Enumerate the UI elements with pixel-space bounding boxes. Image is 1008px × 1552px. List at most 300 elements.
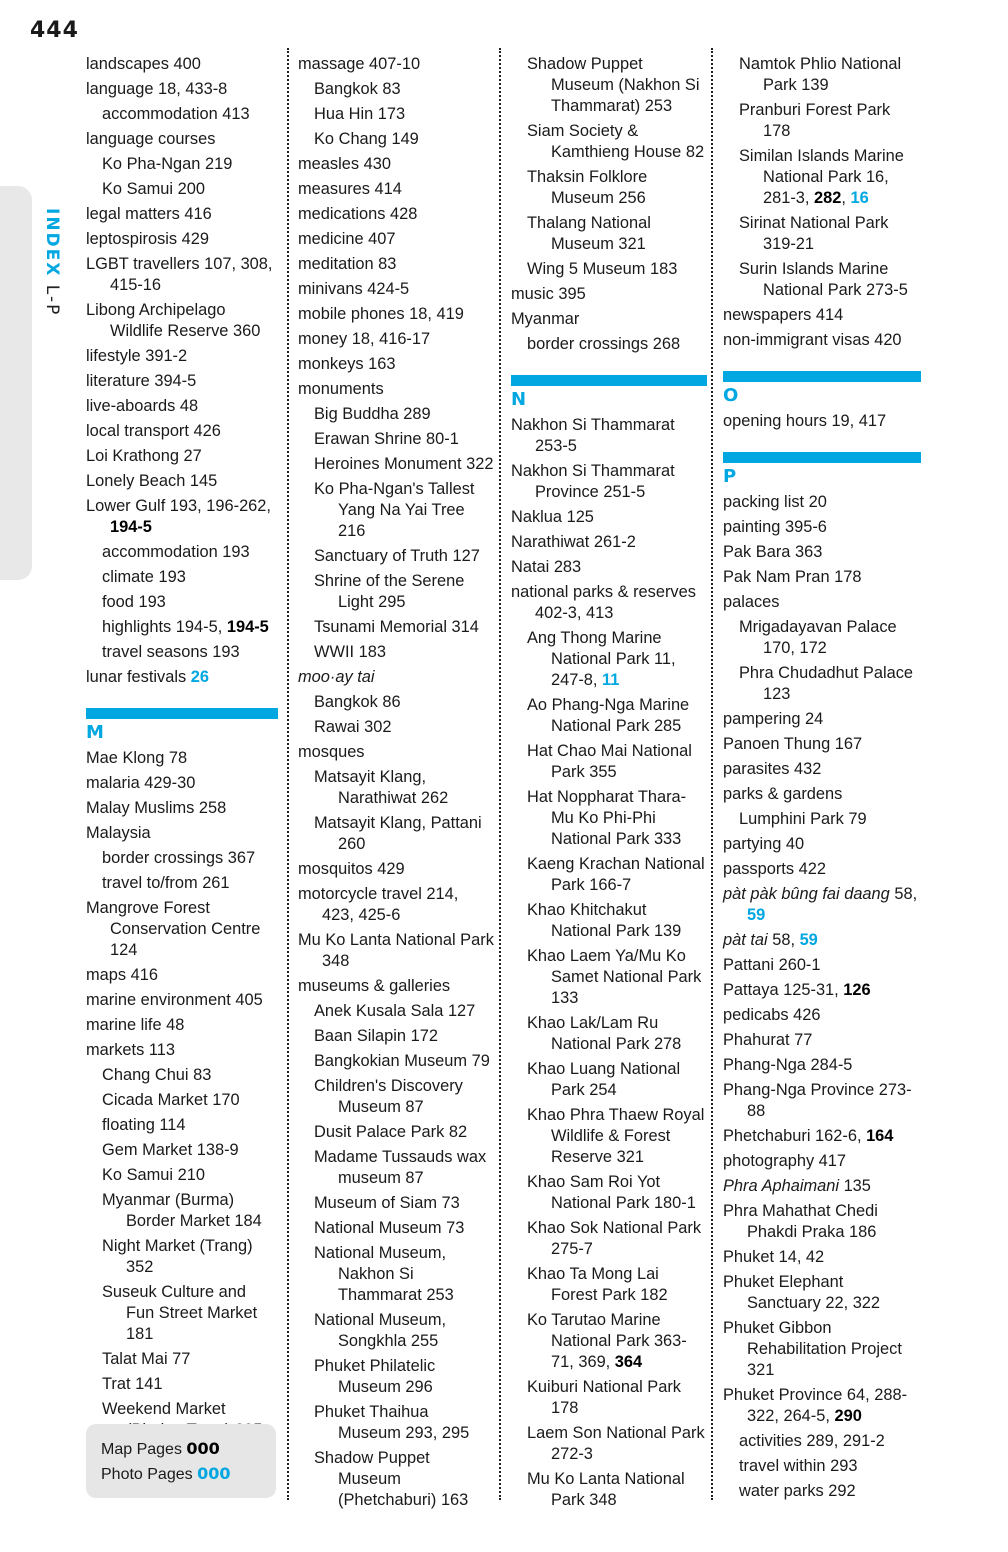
index-subentry bbox=[86, 1190, 278, 1232]
entry-text: Malaysia bbox=[86, 824, 151, 842]
entry-text: LGBT travellers 107, 308, 415-16 bbox=[86, 255, 273, 294]
column-divider bbox=[287, 48, 289, 1500]
entry-text: Night Market (Trang) 352 bbox=[102, 1237, 253, 1276]
index-subentry bbox=[511, 1172, 707, 1214]
index-entry bbox=[723, 1080, 921, 1122]
entry-text: Phuket 14, 42 bbox=[723, 1248, 825, 1266]
index-subentry bbox=[86, 104, 278, 125]
index-entry bbox=[86, 990, 278, 1011]
entry-text: legal matters 416 bbox=[86, 205, 212, 223]
index-entry bbox=[723, 305, 921, 326]
entry-text: Lower Gulf 193, 196-262, bbox=[86, 497, 271, 515]
entry-text: Anek Kusala Sala 127 bbox=[314, 1002, 476, 1020]
index-subentry bbox=[298, 1001, 494, 1022]
entry-text: Mae Klong 78 bbox=[86, 749, 188, 767]
entry-text: Lonely Beach 145 bbox=[86, 472, 218, 490]
index-entry bbox=[86, 1015, 278, 1036]
entry-text: parasites 432 bbox=[723, 760, 822, 778]
entry-text: Khao Sok National Park 275-7 bbox=[527, 1219, 702, 1258]
entry-text: WWII 183 bbox=[314, 643, 386, 661]
index-subentry bbox=[511, 1310, 707, 1373]
bold-map-page: 194-5 bbox=[110, 518, 152, 536]
entry-text: maps 416 bbox=[86, 966, 158, 984]
entry-text: Libong Archipelago Wildlife Reserve 360 bbox=[86, 301, 261, 340]
entry-text: museums & galleries bbox=[298, 977, 451, 995]
index-entry bbox=[86, 371, 278, 392]
bold-map-page: 282 bbox=[814, 189, 842, 207]
photo-page: 26 bbox=[190, 668, 209, 686]
entry-text: Mu Ko Lanta National Park 348 bbox=[298, 931, 494, 970]
side-tab-label bbox=[42, 208, 62, 316]
entry-text: Khao Ta Mong Lai Forest Park 182 bbox=[527, 1265, 668, 1304]
entry-text: National Museum, Songkhla 255 bbox=[314, 1311, 447, 1350]
entry-text: Nakhon Si Thammarat Province 251-5 bbox=[511, 462, 675, 501]
bold-map-page: 364 bbox=[614, 1353, 643, 1371]
entry-text: border crossings 268 bbox=[527, 335, 681, 353]
index-entry bbox=[723, 884, 921, 926]
index-subentry bbox=[298, 1218, 494, 1239]
index-subentry bbox=[511, 167, 707, 209]
index-subentry bbox=[298, 104, 494, 125]
index-entry bbox=[723, 734, 921, 755]
entry-text: Rawai 302 bbox=[314, 718, 392, 736]
bold-map-page: 194-5 bbox=[226, 618, 269, 636]
entry-text: Hat Chao Mai National Park 355 bbox=[527, 742, 692, 781]
entry-text: photography 417 bbox=[723, 1152, 847, 1170]
index-subentry bbox=[86, 542, 278, 563]
entry-text: travel within 293 bbox=[739, 1457, 858, 1475]
legend-photo-label: Photo Pages bbox=[101, 1466, 193, 1483]
index-subentry bbox=[511, 213, 707, 255]
entry-text: palaces bbox=[723, 593, 780, 611]
entry-text: Pak Bara 363 bbox=[723, 543, 823, 561]
index-subentry bbox=[298, 546, 494, 567]
entry-text: massage 407-10 bbox=[298, 55, 421, 73]
section-heading: P bbox=[723, 452, 921, 488]
index-entry bbox=[511, 582, 707, 624]
entry-text: measures 414 bbox=[298, 180, 402, 198]
entry-text: Gem Market 138-9 bbox=[102, 1141, 239, 1159]
entry-text: Tsunami Memorial 314 bbox=[314, 618, 479, 636]
index-subentry bbox=[298, 1122, 494, 1143]
entry-text: Ko Samui 200 bbox=[102, 180, 205, 198]
entry-text: Phra Mahathat Chedi Phakdi Praka 186 bbox=[723, 1202, 878, 1241]
entry-text: pàt pàk bûng fai daang bbox=[723, 885, 890, 903]
entry-text: Similan Islands Marine National Park 16, 281-3, bbox=[739, 147, 904, 207]
index-subentry bbox=[723, 663, 921, 705]
index-entry bbox=[723, 517, 921, 538]
index-entry bbox=[723, 411, 921, 432]
entry-text: Kuiburi National Park 178 bbox=[527, 1378, 681, 1417]
entry-text: Mangrove Forest Conservation Centre 124 bbox=[86, 899, 261, 959]
entry-text: Bangkok 83 bbox=[314, 80, 401, 98]
index-entry bbox=[723, 930, 921, 951]
entry-text: Ao Phang-Nga Marine National Park 285 bbox=[527, 696, 690, 735]
entry-text: Shadow Puppet Museum (Phetchaburi) 163 bbox=[314, 1449, 469, 1509]
legend-map-pages bbox=[101, 1439, 220, 1459]
index-subentry bbox=[298, 642, 494, 663]
index-subentry bbox=[86, 179, 278, 200]
entry-text: Madame Tussauds wax museum 87 bbox=[314, 1148, 487, 1187]
index-entry bbox=[723, 1055, 921, 1076]
index-entry bbox=[86, 823, 278, 844]
index-entry bbox=[511, 532, 707, 553]
index-entry bbox=[723, 1005, 921, 1026]
entry-text: language courses bbox=[86, 130, 216, 148]
entry-text: medications 428 bbox=[298, 205, 418, 223]
entry-text: motorcycle travel 214, 423, 425-6 bbox=[298, 885, 459, 924]
entry-pages: 58, bbox=[889, 885, 918, 903]
index-entry bbox=[298, 742, 494, 763]
entry-text: lunar festivals bbox=[86, 668, 191, 686]
entry-text: Ko Tarutao Marine National Park 363-71, 369, bbox=[527, 1311, 687, 1371]
index-entry bbox=[723, 834, 921, 855]
entry-text: Khao Luang National Park 254 bbox=[527, 1060, 681, 1099]
index-entry bbox=[511, 557, 707, 578]
entry-text: Heroines Monument 322 bbox=[314, 455, 494, 473]
index-entry bbox=[86, 496, 278, 538]
index-entry bbox=[86, 300, 278, 342]
entry-text: Pattani 260-1 bbox=[723, 956, 821, 974]
entry-text: Namtok Phlio National Park 139 bbox=[739, 55, 902, 94]
index-entry bbox=[298, 667, 494, 688]
bold-map-page: 126 bbox=[843, 981, 871, 999]
index-subentry bbox=[86, 1349, 278, 1370]
entry-text: water parks 292 bbox=[739, 1482, 856, 1500]
index-subentry bbox=[298, 692, 494, 713]
index-subentry bbox=[298, 571, 494, 613]
index-entry bbox=[298, 229, 494, 250]
index-entry bbox=[86, 748, 278, 769]
index-subentry bbox=[723, 100, 921, 142]
entry-text: mobile phones 18, 419 bbox=[298, 305, 464, 323]
entry-text: lifestyle 391-2 bbox=[86, 347, 188, 365]
entry-text: live-aboards 48 bbox=[86, 397, 199, 415]
entry-text: Children's Discovery Museum 87 bbox=[314, 1077, 463, 1116]
entry-text: monkeys 163 bbox=[298, 355, 396, 373]
entry-text: Hua Hin 173 bbox=[314, 105, 406, 123]
index-entry bbox=[86, 346, 278, 367]
bold-map-page: 290 bbox=[834, 1407, 862, 1425]
entry-text: Matsayit Klang, Pattani 260 bbox=[314, 814, 482, 853]
index-entry bbox=[298, 329, 494, 350]
index-entry bbox=[723, 709, 921, 730]
index-entry bbox=[86, 54, 278, 75]
index-entry bbox=[298, 204, 494, 225]
index-subentry bbox=[723, 617, 921, 659]
entry-text: Sirinat National Park 319-21 bbox=[739, 214, 889, 253]
entry-text: Phang-Nga 284-5 bbox=[723, 1056, 853, 1074]
entry-text: Sanctuary of Truth 127 bbox=[314, 547, 480, 565]
entry-text: Suseuk Culture and Fun Street Market 181 bbox=[102, 1283, 258, 1343]
index-entry bbox=[86, 79, 278, 100]
index-subentry bbox=[298, 617, 494, 638]
index-subentry bbox=[86, 1165, 278, 1186]
index-subentry bbox=[298, 1076, 494, 1118]
entry-text: money 18, 416-17 bbox=[298, 330, 431, 348]
index-entry bbox=[86, 898, 278, 961]
entry-text: meditation 83 bbox=[298, 255, 397, 273]
entry-text: food 193 bbox=[102, 593, 166, 611]
entry-text: Myanmar (Burma) Border Market 184 bbox=[102, 1191, 262, 1230]
index-subentry bbox=[298, 1147, 494, 1189]
entry-text: passports 422 bbox=[723, 860, 826, 878]
entry-text: Phuket Philatelic Museum 296 bbox=[314, 1357, 436, 1396]
index-subentry bbox=[723, 146, 921, 209]
index-subentry bbox=[86, 642, 278, 663]
entry-text: monuments bbox=[298, 380, 384, 398]
entry-text: Pak Nam Pran 178 bbox=[723, 568, 862, 586]
entry-text: malaria 429-30 bbox=[86, 774, 196, 792]
page-legend bbox=[86, 1424, 276, 1498]
index-subentry bbox=[511, 54, 707, 117]
index-subentry bbox=[298, 479, 494, 542]
index-subentry bbox=[86, 1236, 278, 1278]
entry-text: travel seasons 193 bbox=[102, 643, 240, 661]
index-column-3 bbox=[511, 50, 707, 1511]
index-subentry bbox=[511, 1059, 707, 1101]
index-subentry bbox=[298, 1356, 494, 1398]
section-heading: M bbox=[86, 708, 278, 744]
index-entry bbox=[723, 1385, 921, 1427]
index-entry bbox=[298, 254, 494, 275]
index-entry bbox=[723, 1272, 921, 1314]
entry-text: Panoen Thung 167 bbox=[723, 735, 863, 753]
entry-text: Pranburi Forest Park 178 bbox=[739, 101, 891, 140]
index-entry bbox=[298, 154, 494, 175]
index-entry bbox=[723, 567, 921, 588]
index-subentry bbox=[511, 1469, 707, 1511]
entry-text: marine environment 405 bbox=[86, 991, 263, 1009]
index-subentry bbox=[298, 1243, 494, 1306]
entry-text: Chang Chui 83 bbox=[102, 1066, 212, 1084]
index-entry bbox=[511, 507, 707, 528]
entry-text: newspapers 414 bbox=[723, 306, 844, 324]
index-entry bbox=[86, 129, 278, 150]
entry-text: Ko Pha-Ngan 219 bbox=[102, 155, 233, 173]
side-tab-range: L-P bbox=[42, 284, 62, 317]
index-subentry bbox=[298, 767, 494, 809]
entry-text: Khao Sam Roi Yot National Park 180-1 bbox=[527, 1173, 696, 1212]
index-entry bbox=[298, 304, 494, 325]
entry-text: Loi Krathong 27 bbox=[86, 447, 202, 465]
index-entry bbox=[86, 421, 278, 442]
entry-text: packing list 20 bbox=[723, 493, 827, 511]
entry-text: marine life 48 bbox=[86, 1016, 185, 1034]
index-entry bbox=[298, 859, 494, 880]
entry-text: markets 113 bbox=[86, 1041, 175, 1059]
index-subentry bbox=[86, 1090, 278, 1111]
index-entry bbox=[723, 1176, 921, 1197]
entry-text: pampering 24 bbox=[723, 710, 824, 728]
index-subentry bbox=[298, 717, 494, 738]
index-entry bbox=[298, 354, 494, 375]
index-entry bbox=[86, 667, 278, 688]
index-entry bbox=[298, 179, 494, 200]
index-subentry bbox=[298, 813, 494, 855]
index-entry bbox=[86, 204, 278, 225]
index-subentry bbox=[511, 1423, 707, 1465]
entry-text: activities 289, 291-2 bbox=[739, 1432, 885, 1450]
side-tab-index: INDEX bbox=[42, 208, 62, 278]
index-subentry bbox=[723, 54, 921, 96]
page-number: 444 bbox=[30, 18, 79, 43]
entry-text: Bangkokian Museum 79 bbox=[314, 1052, 490, 1070]
entry-text: medicine 407 bbox=[298, 230, 396, 248]
entry-text: Big Buddha 289 bbox=[314, 405, 431, 423]
entry-text: Laem Son National Park 272-3 bbox=[527, 1424, 705, 1463]
entry-text: Bangkok 86 bbox=[314, 693, 401, 711]
index-entry bbox=[723, 1201, 921, 1243]
index-entry bbox=[86, 1040, 278, 1061]
index-subentry bbox=[298, 1448, 494, 1511]
entry-text: Phahurat 77 bbox=[723, 1031, 813, 1049]
entry-text: moo·ay tai bbox=[298, 668, 375, 686]
side-tab bbox=[0, 186, 32, 580]
entry-pages: 58, bbox=[767, 931, 800, 949]
entry-text: highlights 194-5, bbox=[102, 618, 227, 636]
index-subentry bbox=[298, 1310, 494, 1352]
entry-text: music 395 bbox=[511, 285, 586, 303]
entry-text: pedicabs 426 bbox=[723, 1006, 821, 1024]
entry-text: Phuket Province 64, 288-322, 264-5, bbox=[723, 1386, 908, 1425]
entry-text: Naklua 125 bbox=[511, 508, 594, 526]
entry-text: Siam Society & Kamthieng House 82 bbox=[527, 122, 705, 161]
index-column-1 bbox=[86, 50, 278, 1441]
entry-text: Kaeng Krachan National Park 166-7 bbox=[527, 855, 705, 894]
index-entry bbox=[298, 54, 494, 75]
index-subentry bbox=[723, 1431, 921, 1452]
entry-text: Hat Noppharat Thara-Mu Ko Phi-Phi National Park 333 bbox=[527, 788, 687, 848]
entry-text: Mrigadayavan Palace 170, 172 bbox=[739, 618, 897, 657]
index-subentry bbox=[511, 1264, 707, 1306]
index-entry bbox=[298, 884, 494, 926]
index-entry bbox=[511, 461, 707, 503]
legend-photo-pages bbox=[101, 1464, 230, 1484]
entry-text: Erawan Shrine 80-1 bbox=[314, 430, 459, 448]
entry-text: Ko Chang 149 bbox=[314, 130, 419, 148]
index-subentry bbox=[511, 854, 707, 896]
index-entry bbox=[723, 492, 921, 513]
index-subentry bbox=[86, 1282, 278, 1345]
index-entry bbox=[723, 759, 921, 780]
index-subentry bbox=[86, 1374, 278, 1395]
entry-text: accommodation 193 bbox=[102, 543, 250, 561]
index-subentry bbox=[511, 1218, 707, 1260]
entry-text: literature 394-5 bbox=[86, 372, 197, 390]
index-subentry bbox=[86, 567, 278, 588]
index-subentry bbox=[511, 1013, 707, 1055]
entry-text: Shadow Puppet Museum (Nakhon Si Thammarat) 253 bbox=[527, 55, 700, 115]
entry-text: national parks & reserves 402-3, 413 bbox=[511, 583, 696, 622]
entry-text: Ko Pha-Ngan's Tallest Yang Na Yai Tree 216 bbox=[314, 480, 475, 540]
entry-text: Phra Aphaimani bbox=[723, 1177, 840, 1195]
index-entry bbox=[511, 284, 707, 305]
index-subentry bbox=[723, 213, 921, 255]
index-entry bbox=[86, 229, 278, 250]
index-entry bbox=[723, 1030, 921, 1051]
index-subentry bbox=[86, 1065, 278, 1086]
index-column-4 bbox=[723, 50, 921, 1502]
entry-text: Cicada Market 170 bbox=[102, 1091, 240, 1109]
entry-text: Narathiwat 261-2 bbox=[511, 533, 636, 551]
index-subentry bbox=[298, 79, 494, 100]
index-subentry bbox=[298, 1026, 494, 1047]
entry-text: leptospirosis 429 bbox=[86, 230, 210, 248]
index-subentry bbox=[86, 873, 278, 894]
index-entry bbox=[723, 1247, 921, 1268]
entry-text: Weekend Market bbox=[102, 1400, 226, 1418]
photo-page: 11 bbox=[602, 671, 620, 689]
entry-text: travel to/from 261 bbox=[102, 874, 230, 892]
entry-text: partying 40 bbox=[723, 835, 805, 853]
index-entry bbox=[723, 1151, 921, 1172]
index-subentry bbox=[298, 404, 494, 425]
photo-page: 16 bbox=[850, 189, 869, 207]
index-subentry bbox=[511, 695, 707, 737]
entry-text: non-immigrant visas 420 bbox=[723, 331, 902, 349]
entry-pages: 135 bbox=[839, 1177, 871, 1195]
entry-text: Phang-Nga Province 273-88 bbox=[723, 1081, 912, 1120]
index-entry bbox=[723, 784, 921, 805]
index-subentry bbox=[511, 334, 707, 355]
entry-text: Phuket Thaihua Museum 293, 295 bbox=[314, 1403, 470, 1442]
index-entry bbox=[298, 279, 494, 300]
entry-text: Dusit Palace Park 82 bbox=[314, 1123, 468, 1141]
bold-map-page: 164 bbox=[866, 1127, 894, 1145]
index-subentry bbox=[511, 741, 707, 783]
entry-text: painting 395-6 bbox=[723, 518, 827, 536]
entry-text: minivans 424-5 bbox=[298, 280, 410, 298]
entry-text: Ang Thong Marine National Park 11, 247-8, bbox=[527, 629, 676, 689]
index-subentry bbox=[298, 1402, 494, 1444]
entry-text: pàt tai bbox=[723, 931, 768, 949]
index-entry bbox=[723, 955, 921, 976]
index-entry bbox=[86, 446, 278, 467]
legend-map-label: Map Pages bbox=[101, 1441, 182, 1458]
entry-text: Khao Lak/Lam Ru National Park 278 bbox=[527, 1014, 682, 1053]
entry-text: Myanmar bbox=[511, 310, 580, 328]
column-divider bbox=[711, 48, 713, 1500]
index-subentry bbox=[86, 617, 278, 638]
section-heading: N bbox=[511, 375, 707, 411]
entry-text: Pattaya 125-31, bbox=[723, 981, 844, 999]
entry-text: Museum of Siam 73 bbox=[314, 1194, 460, 1212]
index-entry bbox=[511, 415, 707, 457]
index-subentry bbox=[86, 1140, 278, 1161]
entry-text: Khao Laem Ya/Mu Ko Samet National Park 133 bbox=[527, 947, 702, 1007]
entry-text: local transport 426 bbox=[86, 422, 221, 440]
entry-text: Khao Phra Thaew Royal Wildlife & Forest Reserve 321 bbox=[527, 1106, 705, 1166]
entry-text: parks & gardens bbox=[723, 785, 843, 803]
index-subentry bbox=[298, 1193, 494, 1214]
entry-text: Ko Samui 210 bbox=[102, 1166, 205, 1184]
entry-text: accommodation 413 bbox=[102, 105, 250, 123]
entry-text: Phuket Elephant Sanctuary 22, 322 bbox=[723, 1273, 881, 1312]
index-subentry bbox=[511, 946, 707, 1009]
entry-text: Thaksin Folklore Museum 256 bbox=[527, 168, 648, 207]
index-entry bbox=[723, 542, 921, 563]
legend-map-value: 000 bbox=[186, 1439, 220, 1458]
entry-text: Shrine of the Serene Light 295 bbox=[314, 572, 465, 611]
index-entry bbox=[298, 379, 494, 400]
index-subentry bbox=[511, 628, 707, 691]
index-subentry bbox=[86, 1115, 278, 1136]
index-entry bbox=[723, 859, 921, 880]
index-subentry bbox=[723, 259, 921, 301]
section-heading: O bbox=[723, 371, 921, 407]
entry-text: climate 193 bbox=[102, 568, 186, 586]
